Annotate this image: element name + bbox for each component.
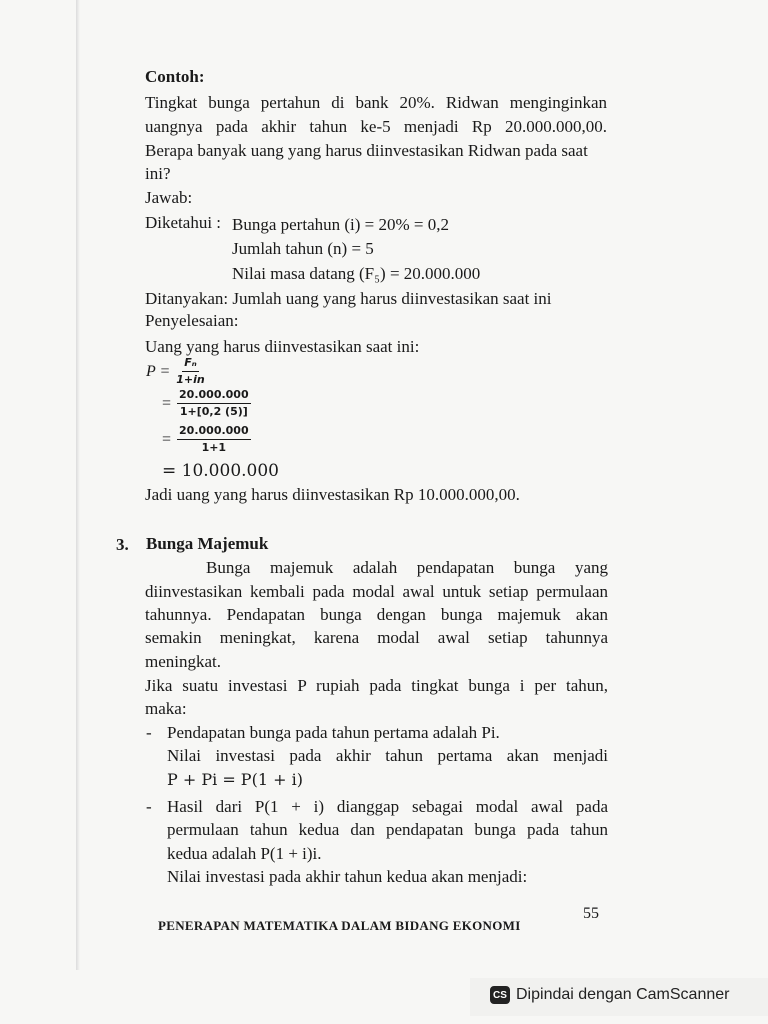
- p-label: P =: [146, 362, 171, 380]
- solution-intro: Uang yang harus diinvestasikan saat ini:: [145, 337, 420, 356]
- bullet-1-formula: P + Pi = P(1 + i): [167, 770, 303, 789]
- equals-sign: =: [162, 394, 172, 412]
- running-footer: PENERAPAN MATEMATIKA DALAM BIDANG EKONOMI: [158, 918, 521, 933]
- page-edge-shadow: [76, 0, 80, 970]
- bullet-1-marker: -: [146, 723, 152, 742]
- camscanner-watermark: [490, 986, 729, 1004]
- question-line-3: Berapa banyak uang yang harus diinvestasikan Ridwan pada saat: [145, 141, 588, 160]
- formula-step-2: [162, 388, 251, 419]
- paragraph-1-line-5: meningkat.: [145, 652, 222, 671]
- formula-3-denominator: 1+1: [201, 441, 227, 454]
- question-line-1: Tingkat bunga pertahun di bank 20%. Ridwan menginginkan: [145, 93, 607, 112]
- known-label: Diketahui :: [145, 213, 222, 232]
- section-title: Bunga Majemuk: [146, 534, 269, 553]
- paragraph-2-line-2: maka:: [145, 699, 187, 718]
- camscanner-label: Dipindai dengan CamScanner: [516, 986, 730, 1003]
- formula-step-3: [162, 424, 251, 455]
- question-line-2: uangnya pada akhir tahun ke-5 menjadi Rp 20.000.000,00.: [145, 117, 607, 136]
- bullet-1-line-1: Pendapatan bunga pada tahun pertama adalah Pi.: [167, 723, 500, 742]
- equals-sign: =: [162, 430, 172, 448]
- example-heading: Contoh:: [145, 67, 205, 86]
- paragraph-1-line-1: Bunga majemuk adalah pendapatan bunga yang: [206, 558, 608, 577]
- asked-line: Ditanyakan: Jumlah uang yang harus diinvestasikan saat ini: [145, 289, 552, 308]
- formula-result: = 10.000.000: [162, 461, 279, 481]
- bullet-2-marker: -: [146, 797, 152, 816]
- answer-label: Jawab:: [145, 188, 193, 207]
- formula-1-denominator: 1+in: [176, 373, 205, 386]
- paragraph-1-line-3: tahunnya. Pendapatan bunga dengan bunga majemuk akan: [145, 605, 608, 624]
- question-line-4: ini?: [145, 164, 171, 183]
- bullet-2-line-2: permulaan tahun kedua dan pendapatan bunga pada tahun: [167, 820, 608, 839]
- solution-label: Penyelesaian:: [145, 311, 239, 330]
- known-years: Jumlah tahun (n) = 5: [232, 239, 374, 258]
- paragraph-2-line-1: Jika suatu investasi P rupiah pada tingkat bunga i per tahun,: [145, 676, 608, 695]
- camscanner-icon: CS: [490, 986, 510, 1004]
- bullet-2-line-1: Hasil dari P(1 + i) dianggap sebagai modal awal pada: [167, 797, 608, 816]
- formula-1-numerator: Fₙ: [182, 356, 199, 372]
- page-number: 55: [583, 905, 599, 922]
- formula-2-numerator: 20.000.000: [177, 388, 251, 404]
- bullet-2-line-3: kedua adalah P(1 + i)i.: [167, 844, 322, 863]
- bullet-1-line-2: Nilai investasi pada akhir tahun pertama akan menjadi: [167, 746, 608, 765]
- section-number: 3.: [116, 535, 129, 554]
- paragraph-1-line-4: semakin meningkat, karena modal awal setiap tahunnya: [145, 628, 608, 647]
- formula-p: [146, 356, 205, 387]
- conclusion-line: Jadi uang yang harus diinvestasikan Rp 10.000.000,00.: [145, 485, 520, 504]
- formula-2-denominator: 1+[0,2 (5)]: [179, 405, 248, 418]
- known-future-value: Nilai masa datang (F₅) = 20.000.000: [232, 264, 481, 283]
- paragraph-1-line-2: diinvestasikan kembali pada modal awal untuk setiap permulaan: [145, 582, 608, 601]
- bullet-2-line-4: Nilai investasi pada akhir tahun kedua akan menjadi:: [167, 867, 528, 886]
- known-interest-rate: Bunga pertahun (i) = 20% = 0,2: [232, 215, 449, 234]
- formula-3-numerator: 20.000.000: [177, 424, 251, 440]
